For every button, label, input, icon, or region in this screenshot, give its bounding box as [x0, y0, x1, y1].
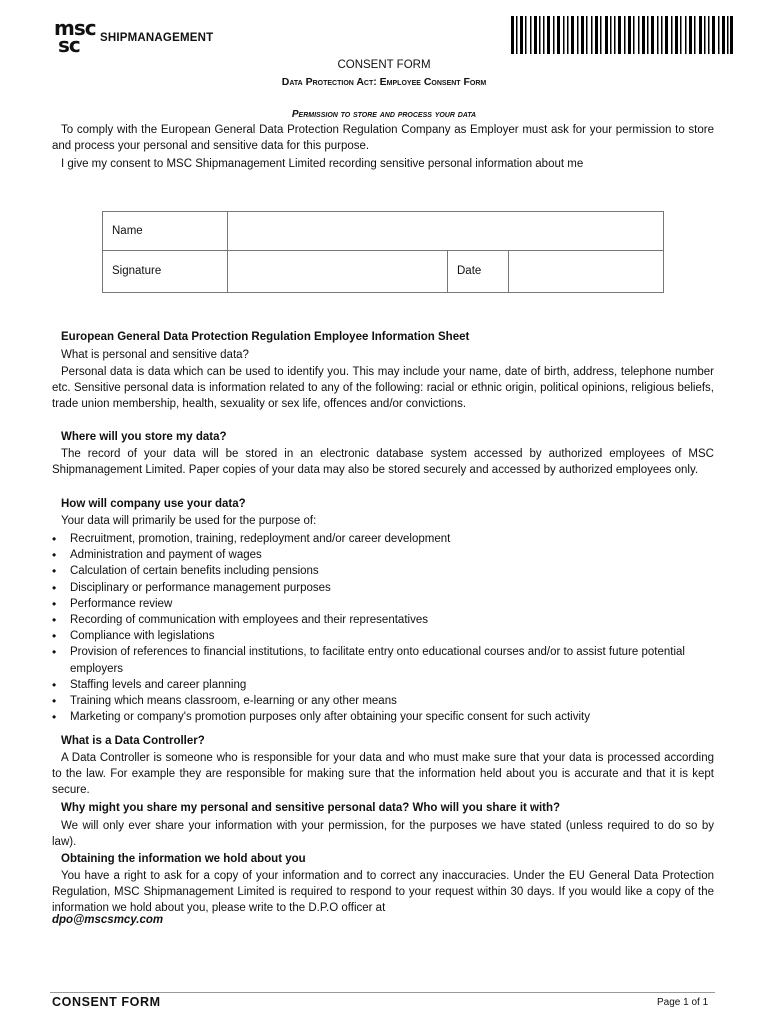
data-uses-list: [50, 531, 715, 725]
page-number: Page 1 of 1: [657, 997, 709, 1008]
signature-field[interactable]: [228, 250, 447, 292]
company-logo: [54, 16, 214, 57]
date-label: Date: [457, 265, 482, 277]
consent-statement: I give my consent to MSC Shipmanagement Limited recording sensitive personal information about me: [61, 158, 584, 170]
answer-store-data: The record of your data will be stored in an electronic database system accessed by authorized employees of MSC Shipmanagement Limited. Paper copies of your data may also be stored securely and accessed by authorized employees only.: [52, 448, 714, 476]
section-title: Permission to store and process your data: [291, 109, 477, 120]
answer-data-controller: A Data Controller is someone who is responsible for your data and who must make sure that your data is processed according to the law. For example they are responsible for making sure that the information held about you is accurate and that it is kept secure.: [52, 752, 714, 796]
list-item: • Administration and payment of wages: [50, 547, 715, 563]
question-share-data: Why might you share my personal and sensitive personal data? Who will you share it with?: [61, 802, 561, 814]
info-sheet-title: European General Data Protection Regulation Employee Information Sheet: [61, 331, 470, 343]
list-item: • Calculation of certain benefits including pensions: [50, 563, 715, 579]
intro-paragraph: To comply with the European General Data Protection Regulation Company as Employer must ask for your permission to store and process your personal and sensitive data for this purpose.: [52, 124, 714, 152]
page-subtitle: Data Protection Act: Employee Consent Form: [281, 76, 487, 88]
signature-row: [103, 250, 663, 292]
dpo-email-link[interactable]: dpo@mscsmcy.com: [52, 914, 164, 926]
list-item: • Recording of communication with employees and their representatives: [50, 612, 715, 628]
list-item: • Staffing levels and career planning: [50, 677, 715, 693]
question-obtain-info: Obtaining the information we hold about you: [61, 853, 306, 865]
page-title: CONSENT FORM: [337, 59, 431, 71]
consent-form-table: [102, 211, 664, 293]
barcode-icon: [511, 16, 733, 54]
question-use-data: How will company use your data?: [61, 498, 246, 510]
answer-obtain-info: You have a right to ask for a copy of your information and to correct any inaccuracies. Under the EU General Data Protection Regulation, MSC Shipmanagement Limited is required to respond to your request within 30 days. If you would like a copy of the information we hold about you, please write to the D.P.O officer at: [52, 870, 714, 914]
question-data-controller: What is a Data Controller?: [61, 735, 205, 747]
footer-divider: [50, 992, 715, 993]
list-item: • Compliance with legislations: [50, 628, 715, 644]
answer-share-data: We will only ever share your information with your permission, for the purposes we have stated (unless required to do so by law).: [52, 820, 714, 848]
list-item: • Provision of references to financial institutions, to facilitate entry onto educational courses and/or to assist future potential employers: [50, 644, 715, 676]
list-item: • Recruitment, promotion, training, redeployment and/or career development: [50, 531, 715, 547]
signature-label: Signature: [112, 265, 162, 277]
use-data-intro: Your data will primarily be used for the purpose of:: [61, 515, 317, 527]
logo-text: SHIPMANAGEMENT: [100, 32, 214, 44]
logo-mark: msc sc: [54, 16, 96, 57]
name-label: Name: [112, 225, 143, 237]
question-personal-data: What is personal and sensitive data?: [61, 349, 249, 361]
answer-personal-data: Personal data is data which can be used to identify you. This may include your name, date of birth, address, telephone number etc. Sensitive personal data is information related to any of the following: racial or ethnic origin, political opinions, religious beliefs, trade union membership, health, sexuality or sex life, offences and/or convictions.: [52, 366, 714, 410]
name-field[interactable]: [228, 212, 663, 250]
question-store-data: Where will you store my data?: [61, 431, 227, 443]
list-item: • Performance review: [50, 596, 715, 612]
date-field[interactable]: [509, 250, 663, 292]
list-item: • Marketing or company's promotion purposes only after obtaining your specific consent for such activity: [50, 709, 715, 725]
list-item: • Disciplinary or performance management purposes: [50, 580, 715, 596]
name-row: [103, 212, 663, 251]
footer-title: CONSENT FORM: [52, 995, 161, 1009]
list-item: • Training which means classroom, e-learning or any other means: [50, 693, 715, 709]
